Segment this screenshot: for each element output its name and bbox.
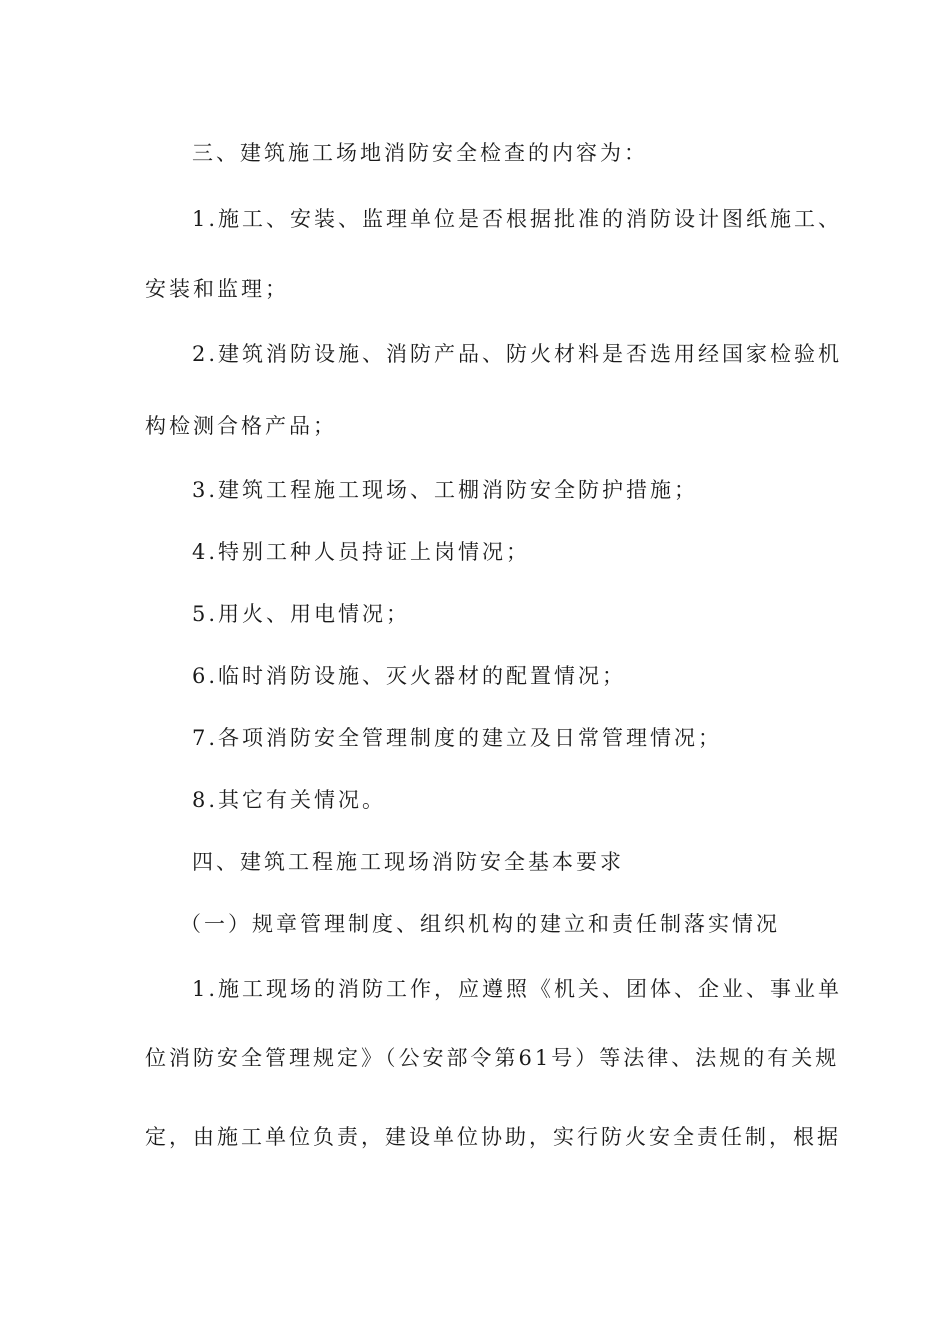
paragraph-line: 1.施工、安装、监理单位是否根据批准的消防设计图纸施工、	[192, 207, 843, 231]
section-heading-three: 三、建筑施工场地消防安全检查的内容为：	[192, 141, 648, 165]
paragraph-line: 6.临时消防设施、灭火器材的配置情况；	[192, 664, 627, 688]
paragraph-line: 7.各项消防安全管理制度的建立及日常管理情况；	[192, 726, 723, 750]
paragraph-line: 安装和监理；	[145, 277, 289, 301]
paragraph-line: 4.特别工种人员持证上岗情况；	[192, 540, 531, 564]
section-heading-four: 四、建筑工程施工现场消防安全基本要求	[192, 850, 624, 874]
paragraph-line: 8.其它有关情况。	[192, 788, 387, 812]
paragraph-line: 构检测合格产品；	[145, 414, 337, 438]
paragraph-line: 1.施工现场的消防工作，应遵照《机关、团体、企业、事业单	[192, 977, 843, 1001]
paragraph-line: 位消防安全管理规定》（公安部令第61号）等法律、法规的有关规	[145, 1046, 840, 1070]
paragraph-line: 定，由施工单位负责，建设单位协助，实行防火安全责任制，根据	[145, 1125, 841, 1149]
paragraph-line: 2.建筑消防设施、消防产品、防火材料是否选用经国家检验机	[192, 342, 843, 366]
paragraph-line: 5.用火、用电情况；	[192, 602, 411, 626]
subsection-heading: （一）规章管理制度、组织机构的建立和责任制落实情况	[180, 912, 780, 936]
paragraph-line: 3.建筑工程施工现场、工棚消防安全防护措施；	[192, 478, 699, 502]
